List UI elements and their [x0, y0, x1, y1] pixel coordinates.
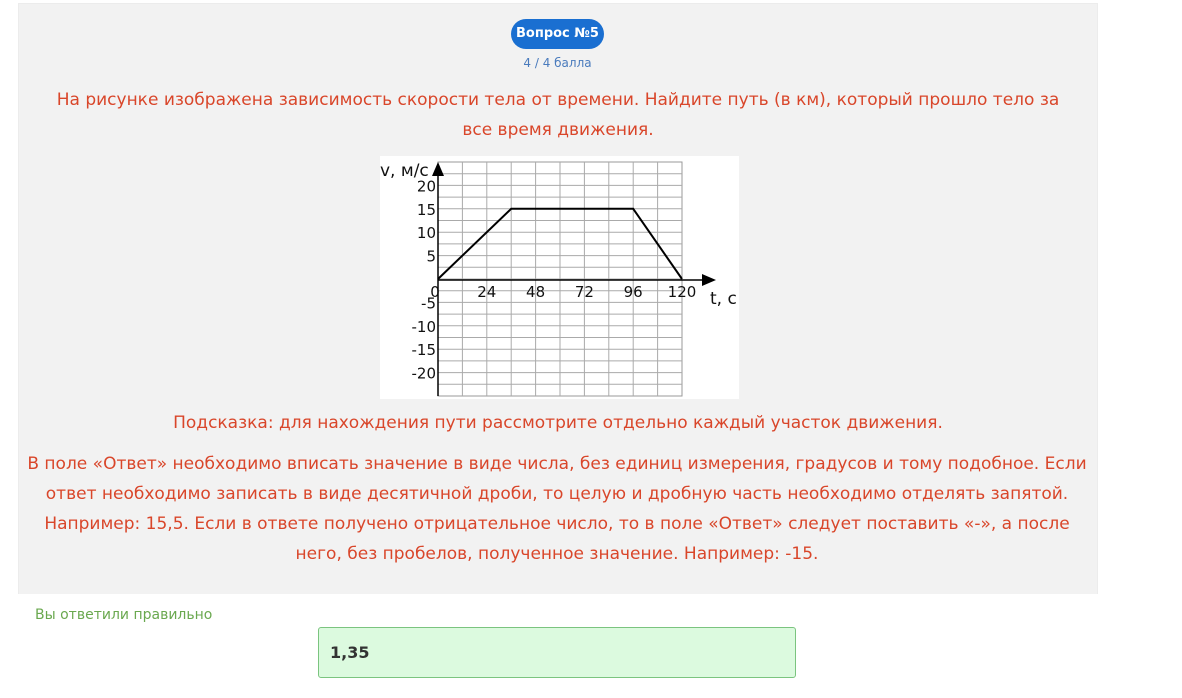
x-tick-label: 24 [477, 283, 497, 301]
y-tick-label: -15 [411, 341, 436, 360]
x-axis-label: t, с [710, 289, 737, 309]
y-axis-arrow [432, 162, 444, 176]
answer-field: 1,35 [318, 627, 796, 678]
hint-text: Подсказка: для нахождения пути рассмотрите отдельно каждый участок движения. [173, 413, 943, 433]
y-tick-label: -10 [411, 317, 436, 336]
x-tick-label: 96 [623, 283, 643, 301]
x-axis-arrow [702, 274, 716, 286]
question-text: На рисунке изображена зависимость скорости тела от времени. Найдите путь (в км), который прошло тело за все время движения. [56, 90, 1060, 140]
result-status: Вы ответили правильно [35, 607, 213, 623]
velocity-time-chart [380, 156, 739, 399]
y-axis-label: v, м/с [380, 161, 429, 181]
y-tick-label: -20 [411, 364, 436, 383]
x-tick-label: 0 [430, 283, 440, 301]
y-tick-label: 15 [416, 200, 436, 219]
x-tick-label: 120 [667, 283, 697, 301]
question-score: 4 / 4 балла [523, 56, 592, 70]
question-number-badge: Вопрос №5 [511, 19, 604, 49]
y-tick-label: 10 [416, 224, 436, 243]
y-tick-label: 5 [426, 247, 436, 266]
y-tick-label: 20 [416, 177, 436, 196]
x-tick-label: 72 [574, 283, 594, 301]
x-tick-label: 48 [526, 283, 546, 301]
chart-svg [380, 156, 739, 399]
y-tick-label: -5 [421, 294, 436, 313]
answer-instructions: В поле «Ответ» необходимо вписать значение в виде числа, без единиц измерения, градусов и тому подобное. Если ответ необходимо записать в виде десятичной дроби, то целую и дробную часть необходимо отделять запятой. Например: 15,5. Если в ответе получено отрицательное число, то в поле «Ответ» следует поставить «-», а после него, без пробелов, полученное значение. Например: -15. [27, 454, 1087, 564]
